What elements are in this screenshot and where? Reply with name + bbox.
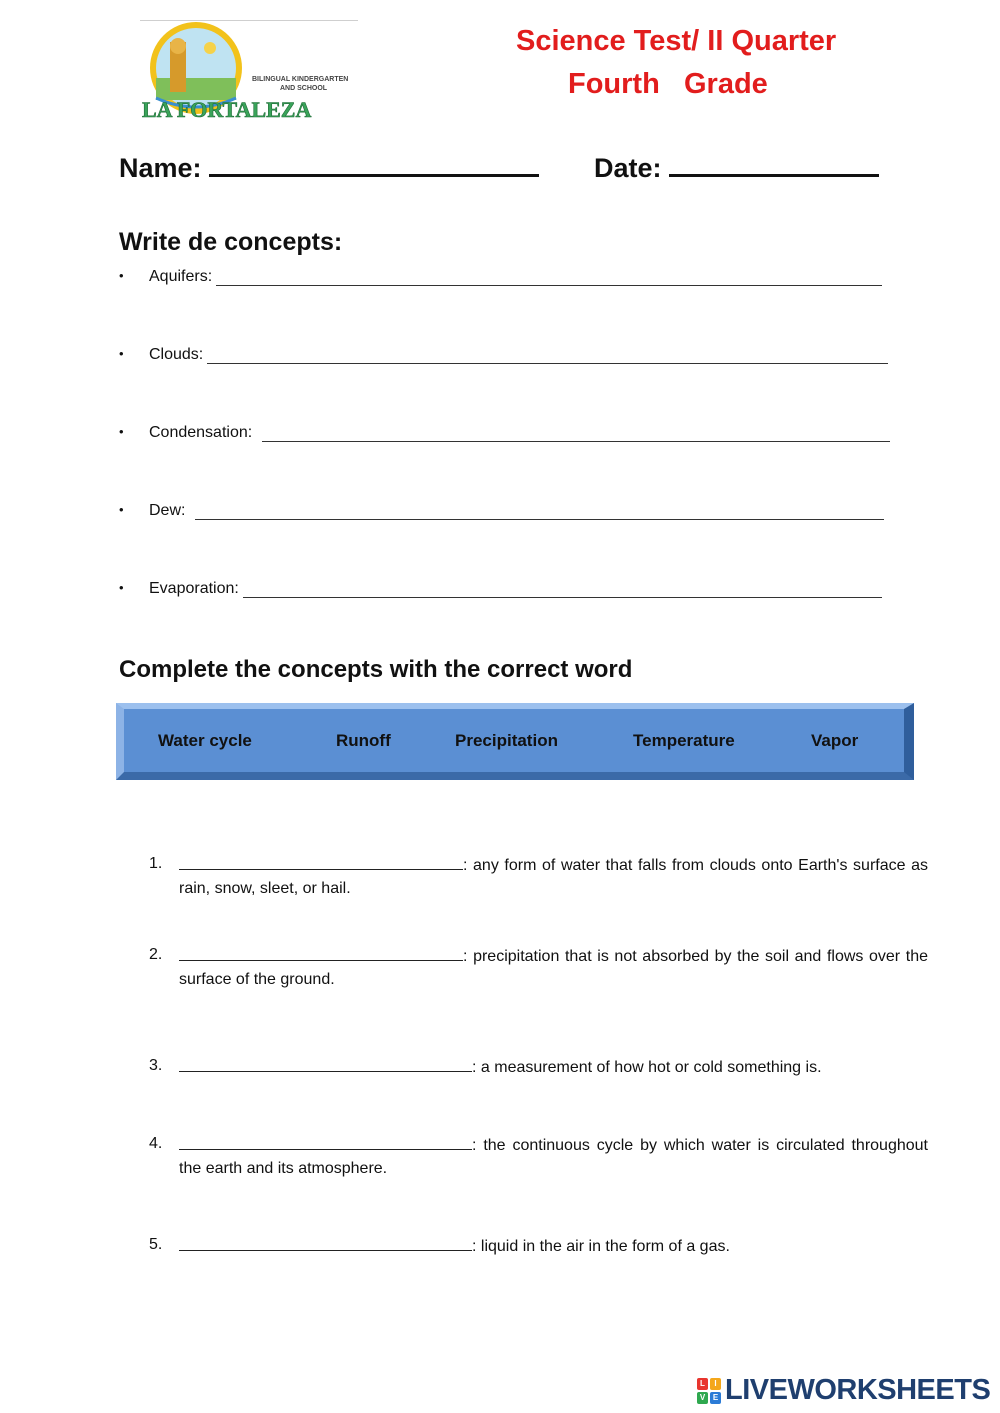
answer-blank[interactable] bbox=[179, 943, 463, 961]
bullet: • bbox=[119, 346, 124, 361]
concept-row-evaporation[interactable] bbox=[119, 578, 899, 598]
school-logo-graphic bbox=[140, 20, 358, 124]
concept-label: Aquifers: bbox=[149, 268, 213, 285]
item-body bbox=[179, 1054, 928, 1079]
answer-blank[interactable] bbox=[179, 1054, 472, 1072]
answer-blank[interactable] bbox=[179, 1132, 472, 1150]
brand-letter: V bbox=[697, 1392, 708, 1404]
item-number: 3. bbox=[149, 1057, 163, 1074]
brand-logo-icon bbox=[697, 1378, 721, 1404]
bullet: • bbox=[119, 424, 124, 439]
word-bank-item-runoff[interactable]: Runoff bbox=[336, 731, 391, 750]
section-heading-write-concepts: Write de concepts: bbox=[119, 228, 343, 256]
answer-line[interactable] bbox=[207, 345, 888, 364]
item-body bbox=[179, 1233, 928, 1258]
item-definition: : the continuous cycle by which water is circulated throughout the earth and its atmosphere. bbox=[179, 1137, 928, 1177]
word-bank-item-temperature[interactable]: Temperature bbox=[633, 731, 735, 750]
name-field[interactable] bbox=[119, 148, 539, 184]
logo-name: LA FORTALEZA bbox=[142, 97, 312, 122]
concept-label: Evaporation: bbox=[149, 580, 239, 597]
answer-line[interactable] bbox=[216, 267, 882, 286]
section-heading-complete-concepts: Complete the concepts with the correct word bbox=[119, 656, 633, 683]
item-body bbox=[179, 1132, 928, 1180]
bullet: • bbox=[119, 502, 124, 517]
date-blank[interactable] bbox=[669, 148, 879, 177]
word-bank-item-precipitation[interactable]: Precipitation bbox=[455, 731, 558, 750]
page-title-line-2: Fourth Grade bbox=[568, 68, 768, 100]
logo-subtitle-1: BILINGUAL KINDERGARTEN bbox=[252, 76, 349, 83]
item-number: 1. bbox=[149, 855, 163, 872]
bullet: • bbox=[119, 268, 124, 283]
answer-line[interactable] bbox=[195, 501, 884, 520]
item-body bbox=[179, 943, 928, 991]
name-blank[interactable] bbox=[209, 148, 539, 177]
date-label: Date: bbox=[594, 153, 662, 183]
concept-label: Clouds: bbox=[149, 346, 204, 363]
word-bank bbox=[116, 703, 914, 780]
concept-label: Dew: bbox=[149, 502, 186, 519]
item-definition: : liquid in the air in the form of a gas. bbox=[472, 1238, 730, 1255]
page-title-line-1: Science Test/ II Quarter bbox=[516, 25, 837, 57]
brand-letter: L bbox=[697, 1378, 708, 1390]
brand-letter: I bbox=[710, 1378, 721, 1390]
item-number: 2. bbox=[149, 946, 163, 963]
item-definition: : any form of water that falls from clouds onto Earth's surface as rain, snow, sleet, or hail. bbox=[179, 857, 928, 897]
item-definition: : precipitation that is not absorbed by the soil and flows over the surface of the ground. bbox=[179, 948, 928, 988]
date-field[interactable] bbox=[594, 148, 879, 184]
word-bank-item-vapor[interactable]: Vapor bbox=[811, 731, 859, 750]
bullet: • bbox=[119, 580, 124, 595]
concept-row-condensation[interactable] bbox=[119, 422, 899, 442]
answer-blank[interactable] bbox=[179, 852, 463, 870]
answer-line[interactable] bbox=[262, 423, 890, 442]
item-body bbox=[179, 852, 928, 900]
liveworksheets-brand bbox=[697, 1374, 990, 1407]
concept-row-aquifers[interactable] bbox=[119, 266, 899, 286]
word-bank-item-water-cycle[interactable]: Water cycle bbox=[158, 731, 252, 750]
school-logo bbox=[140, 20, 358, 124]
item-number: 4. bbox=[149, 1135, 163, 1152]
brand-name: LIVEWORKSHEETS bbox=[725, 1374, 991, 1406]
brand-letter: E bbox=[710, 1392, 721, 1404]
answer-line[interactable] bbox=[243, 579, 882, 598]
item-definition: : a measurement of how hot or cold something is. bbox=[472, 1059, 822, 1076]
concept-row-dew[interactable] bbox=[119, 500, 899, 520]
item-number: 5. bbox=[149, 1236, 163, 1253]
logo-subtitle-2: AND SCHOOL bbox=[280, 85, 328, 92]
name-label: Name: bbox=[119, 153, 202, 183]
answer-blank[interactable] bbox=[179, 1233, 472, 1251]
concept-label: Condensation: bbox=[149, 424, 253, 441]
concept-row-clouds[interactable] bbox=[119, 344, 899, 364]
